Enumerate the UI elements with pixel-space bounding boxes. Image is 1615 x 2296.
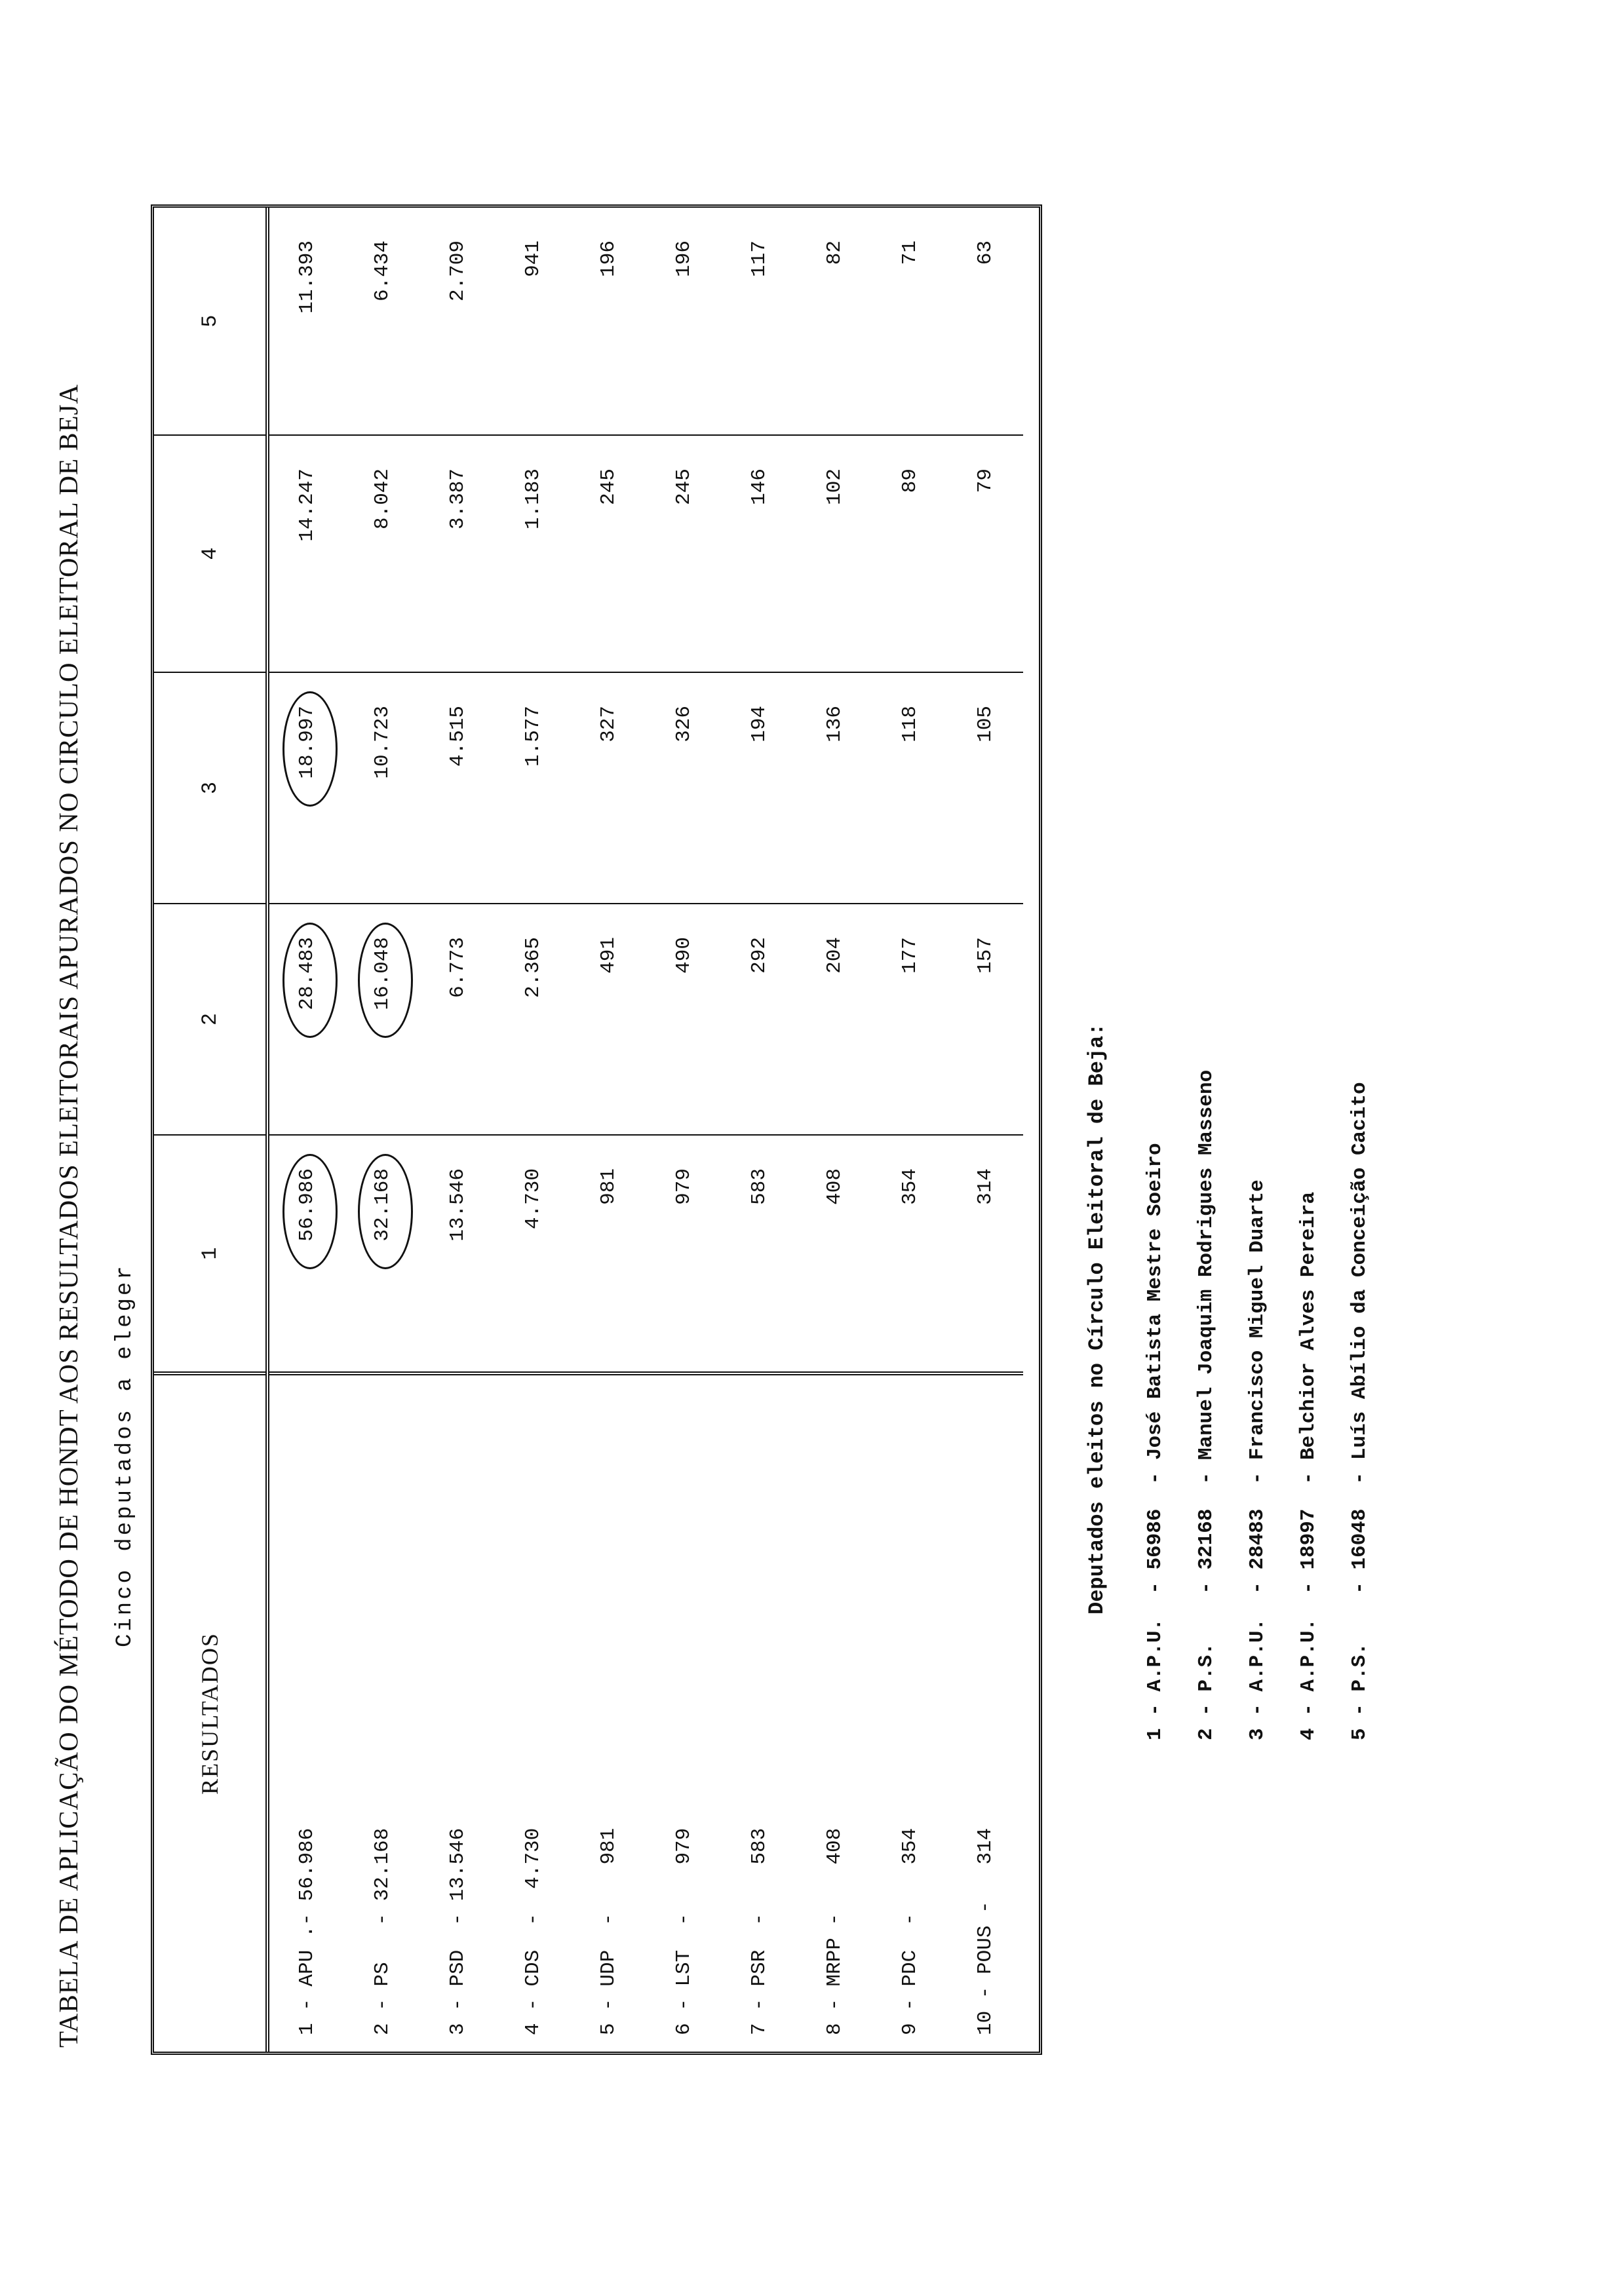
quotient-value: 196: [597, 240, 620, 277]
quotient-value: 14.247: [296, 469, 319, 542]
party-result: 1 - APU .- 56.986: [269, 1371, 345, 2052]
hondt-table: [151, 204, 1042, 2055]
table-row: [797, 208, 872, 2052]
quotient-value: 177: [899, 937, 922, 974]
table-row: [646, 208, 722, 2052]
header-divisor-1: 1: [154, 1134, 265, 1371]
quotient-cell: [345, 672, 420, 903]
quotient-cell: [797, 672, 872, 903]
quotient-value: 63: [974, 240, 997, 265]
quotient-value: 16.048: [371, 937, 394, 1010]
quotient-cell: [571, 434, 646, 672]
quotient-cell: [646, 672, 722, 903]
quotient-cell: [797, 903, 872, 1134]
quotient-value: 327: [597, 706, 620, 742]
quotient-cell: [797, 434, 872, 672]
circled-mark: [282, 691, 338, 807]
document-title: TABELA DE APLICAÇÃO DO MÉTODO DE HONDT AOS RESULTADOS ELEITORAIS APURADOS NO CIRCULO ELEITORAL DE BEJA: [53, 383, 83, 2048]
quotient-cell: [420, 208, 496, 434]
quotient-value: 18.997: [296, 706, 319, 779]
quotient-cell: [269, 672, 345, 903]
quotient-cell: [571, 1134, 646, 1371]
party-result: 6 - LST - 979: [646, 1371, 722, 2052]
quotient-value: 4.515: [446, 706, 469, 767]
elected-deputy: 2 - P.S. - 32168 - Manuel Joaquim Rodrigues Masseno: [1195, 1069, 1218, 1740]
quotient-cell: [496, 434, 571, 672]
header-divisor-3: 3: [154, 672, 265, 903]
table-row: [269, 208, 345, 2052]
quotient-value: 981: [597, 1168, 620, 1205]
party-result: 9 - PDC - 354: [872, 1371, 948, 2052]
quotient-cell: [948, 1134, 1023, 1371]
quotient-value: 1.183: [522, 469, 545, 530]
document-subtitle: Cinco deputados a eleger: [113, 1263, 138, 1647]
quotient-value: 354: [899, 1168, 922, 1205]
quotient-cell: [420, 434, 496, 672]
quotient-cell: [722, 208, 797, 434]
quotient-cell: [420, 672, 496, 903]
quotient-value: 8.042: [371, 469, 394, 530]
quotient-cell: [948, 208, 1023, 434]
quotient-value: 583: [748, 1168, 771, 1205]
quotient-value: 1.577: [522, 706, 545, 767]
quotient-value: 117: [748, 240, 771, 277]
elected-deputy: 4 - A.P.U. - 18997 - Belchior Alves Pereira: [1297, 1191, 1320, 1740]
quotient-cell: [872, 208, 948, 434]
party-result: 2 - PS - 32.168: [345, 1371, 420, 2052]
quotient-value: 2.365: [522, 937, 545, 999]
quotient-value: 292: [748, 937, 771, 974]
quotient-value: 204: [823, 937, 846, 974]
quotient-value: 196: [672, 240, 695, 277]
quotient-cell: [797, 1134, 872, 1371]
quotient-value: 314: [974, 1168, 997, 1205]
quotient-cell: [646, 434, 722, 672]
header-divisor-4: 4: [154, 434, 265, 672]
quotient-cell: [646, 903, 722, 1134]
quotient-value: 32.168: [371, 1168, 394, 1242]
party-result: 5 - UDP - 981: [571, 1371, 646, 2052]
quotient-value: 408: [823, 1168, 846, 1205]
quotient-cell: [646, 208, 722, 434]
quotient-value: 136: [823, 706, 846, 742]
circled-mark: [282, 923, 338, 1038]
quotient-cell: [571, 672, 646, 903]
quotient-cell: [797, 208, 872, 434]
quotient-cell: [872, 1134, 948, 1371]
quotient-cell: [872, 434, 948, 672]
quotient-value: 6.434: [371, 240, 394, 302]
quotient-value: 979: [672, 1168, 695, 1205]
quotient-cell: [646, 1134, 722, 1371]
party-result: 7 - PSR - 583: [722, 1371, 797, 2052]
quotient-value: 82: [823, 240, 846, 265]
quotient-value: 245: [672, 469, 695, 505]
header-divisor-5: 5: [197, 315, 222, 328]
quotient-value: 118: [899, 706, 922, 742]
quotient-value: 56.986: [296, 1168, 319, 1242]
table-header: [154, 208, 269, 2052]
quotient-value: 490: [672, 937, 695, 974]
quotient-cell: [269, 208, 345, 434]
quotient-cell: [496, 672, 571, 903]
quotient-value: 157: [974, 937, 997, 974]
quotient-cell: [269, 434, 345, 672]
circled-mark: [358, 1154, 413, 1269]
quotient-value: 11.393: [296, 240, 319, 314]
quotient-cell: [345, 434, 420, 672]
quotient-value: 245: [597, 469, 620, 505]
table-row: [872, 208, 948, 2052]
quotient-cell: [948, 903, 1023, 1134]
elected-deputy: 3 - A.P.U. - 28483 - Francisco Miguel Duarte: [1246, 1179, 1269, 1740]
quotient-cell: [269, 1134, 345, 1371]
quotient-value: 3.387: [446, 469, 469, 530]
table-row: [420, 208, 496, 2052]
quotient-cell: [571, 208, 646, 434]
quotient-cell: [722, 672, 797, 903]
quotient-cell: [722, 434, 797, 672]
quotient-cell: [496, 903, 571, 1134]
quotient-cell: [420, 1134, 496, 1371]
quotient-value: 10.723: [371, 706, 394, 779]
quotient-value: 194: [748, 706, 771, 742]
quotient-cell: [345, 208, 420, 434]
elected-deputy: 1 - A.P.U. - 56986 - José Batista Mestre Soeiro: [1144, 1143, 1167, 1740]
quotient-value: 89: [899, 469, 922, 493]
quotient-value: 491: [597, 937, 620, 974]
quotient-value: 326: [672, 706, 695, 742]
circled-mark: [282, 1154, 338, 1269]
elected-heading: Deputados eleitos no Círculo Eleitoral de Beja:: [1085, 1023, 1109, 1615]
quotient-cell: [345, 1134, 420, 1371]
quotient-value: 146: [748, 469, 771, 505]
quotient-cell: [948, 672, 1023, 903]
quotient-cell: [496, 1134, 571, 1371]
quotient-cell: [420, 903, 496, 1134]
quotient-cell: [269, 903, 345, 1134]
quotient-value: 6.773: [446, 937, 469, 999]
quotient-cell: [496, 208, 571, 434]
header-divisor-2: 2: [154, 903, 265, 1134]
quotient-cell: [571, 903, 646, 1134]
quotient-cell: [872, 672, 948, 903]
party-result: 8 - MRPP - 408: [797, 1371, 872, 2052]
party-result: 10 - POUS - 314: [948, 1371, 1023, 2052]
elected-deputy: 5 - P.S. - 16048 - Luís Abílio da Conceição Cacito: [1348, 1082, 1371, 1740]
quotient-value: 79: [974, 469, 997, 493]
quotient-value: 105: [974, 706, 997, 742]
table-row: [571, 208, 646, 2052]
quotient-value: 941: [522, 240, 545, 277]
party-result: 3 - PSD - 13.546: [420, 1371, 496, 2052]
quotient-value: 4.730: [522, 1168, 545, 1230]
header-resultados: RESULTADOS: [154, 1371, 265, 2052]
quotient-cell: [345, 903, 420, 1134]
quotient-value: 2.709: [446, 240, 469, 302]
quotient-value: 71: [899, 240, 922, 265]
party-result: 4 - CDS - 4.730: [496, 1371, 571, 2052]
quotient-value: 13.546: [446, 1168, 469, 1242]
table-row: [948, 208, 1023, 2052]
circled-mark: [358, 923, 413, 1038]
table-row: [722, 208, 797, 2052]
quotient-value: 102: [823, 469, 846, 505]
table-row: [345, 208, 420, 2052]
quotient-cell: [722, 903, 797, 1134]
quotient-cell: [722, 1134, 797, 1371]
table-row: [496, 208, 571, 2052]
quotient-cell: [948, 434, 1023, 672]
quotient-value: 28.483: [296, 937, 319, 1010]
quotient-cell: [872, 903, 948, 1134]
